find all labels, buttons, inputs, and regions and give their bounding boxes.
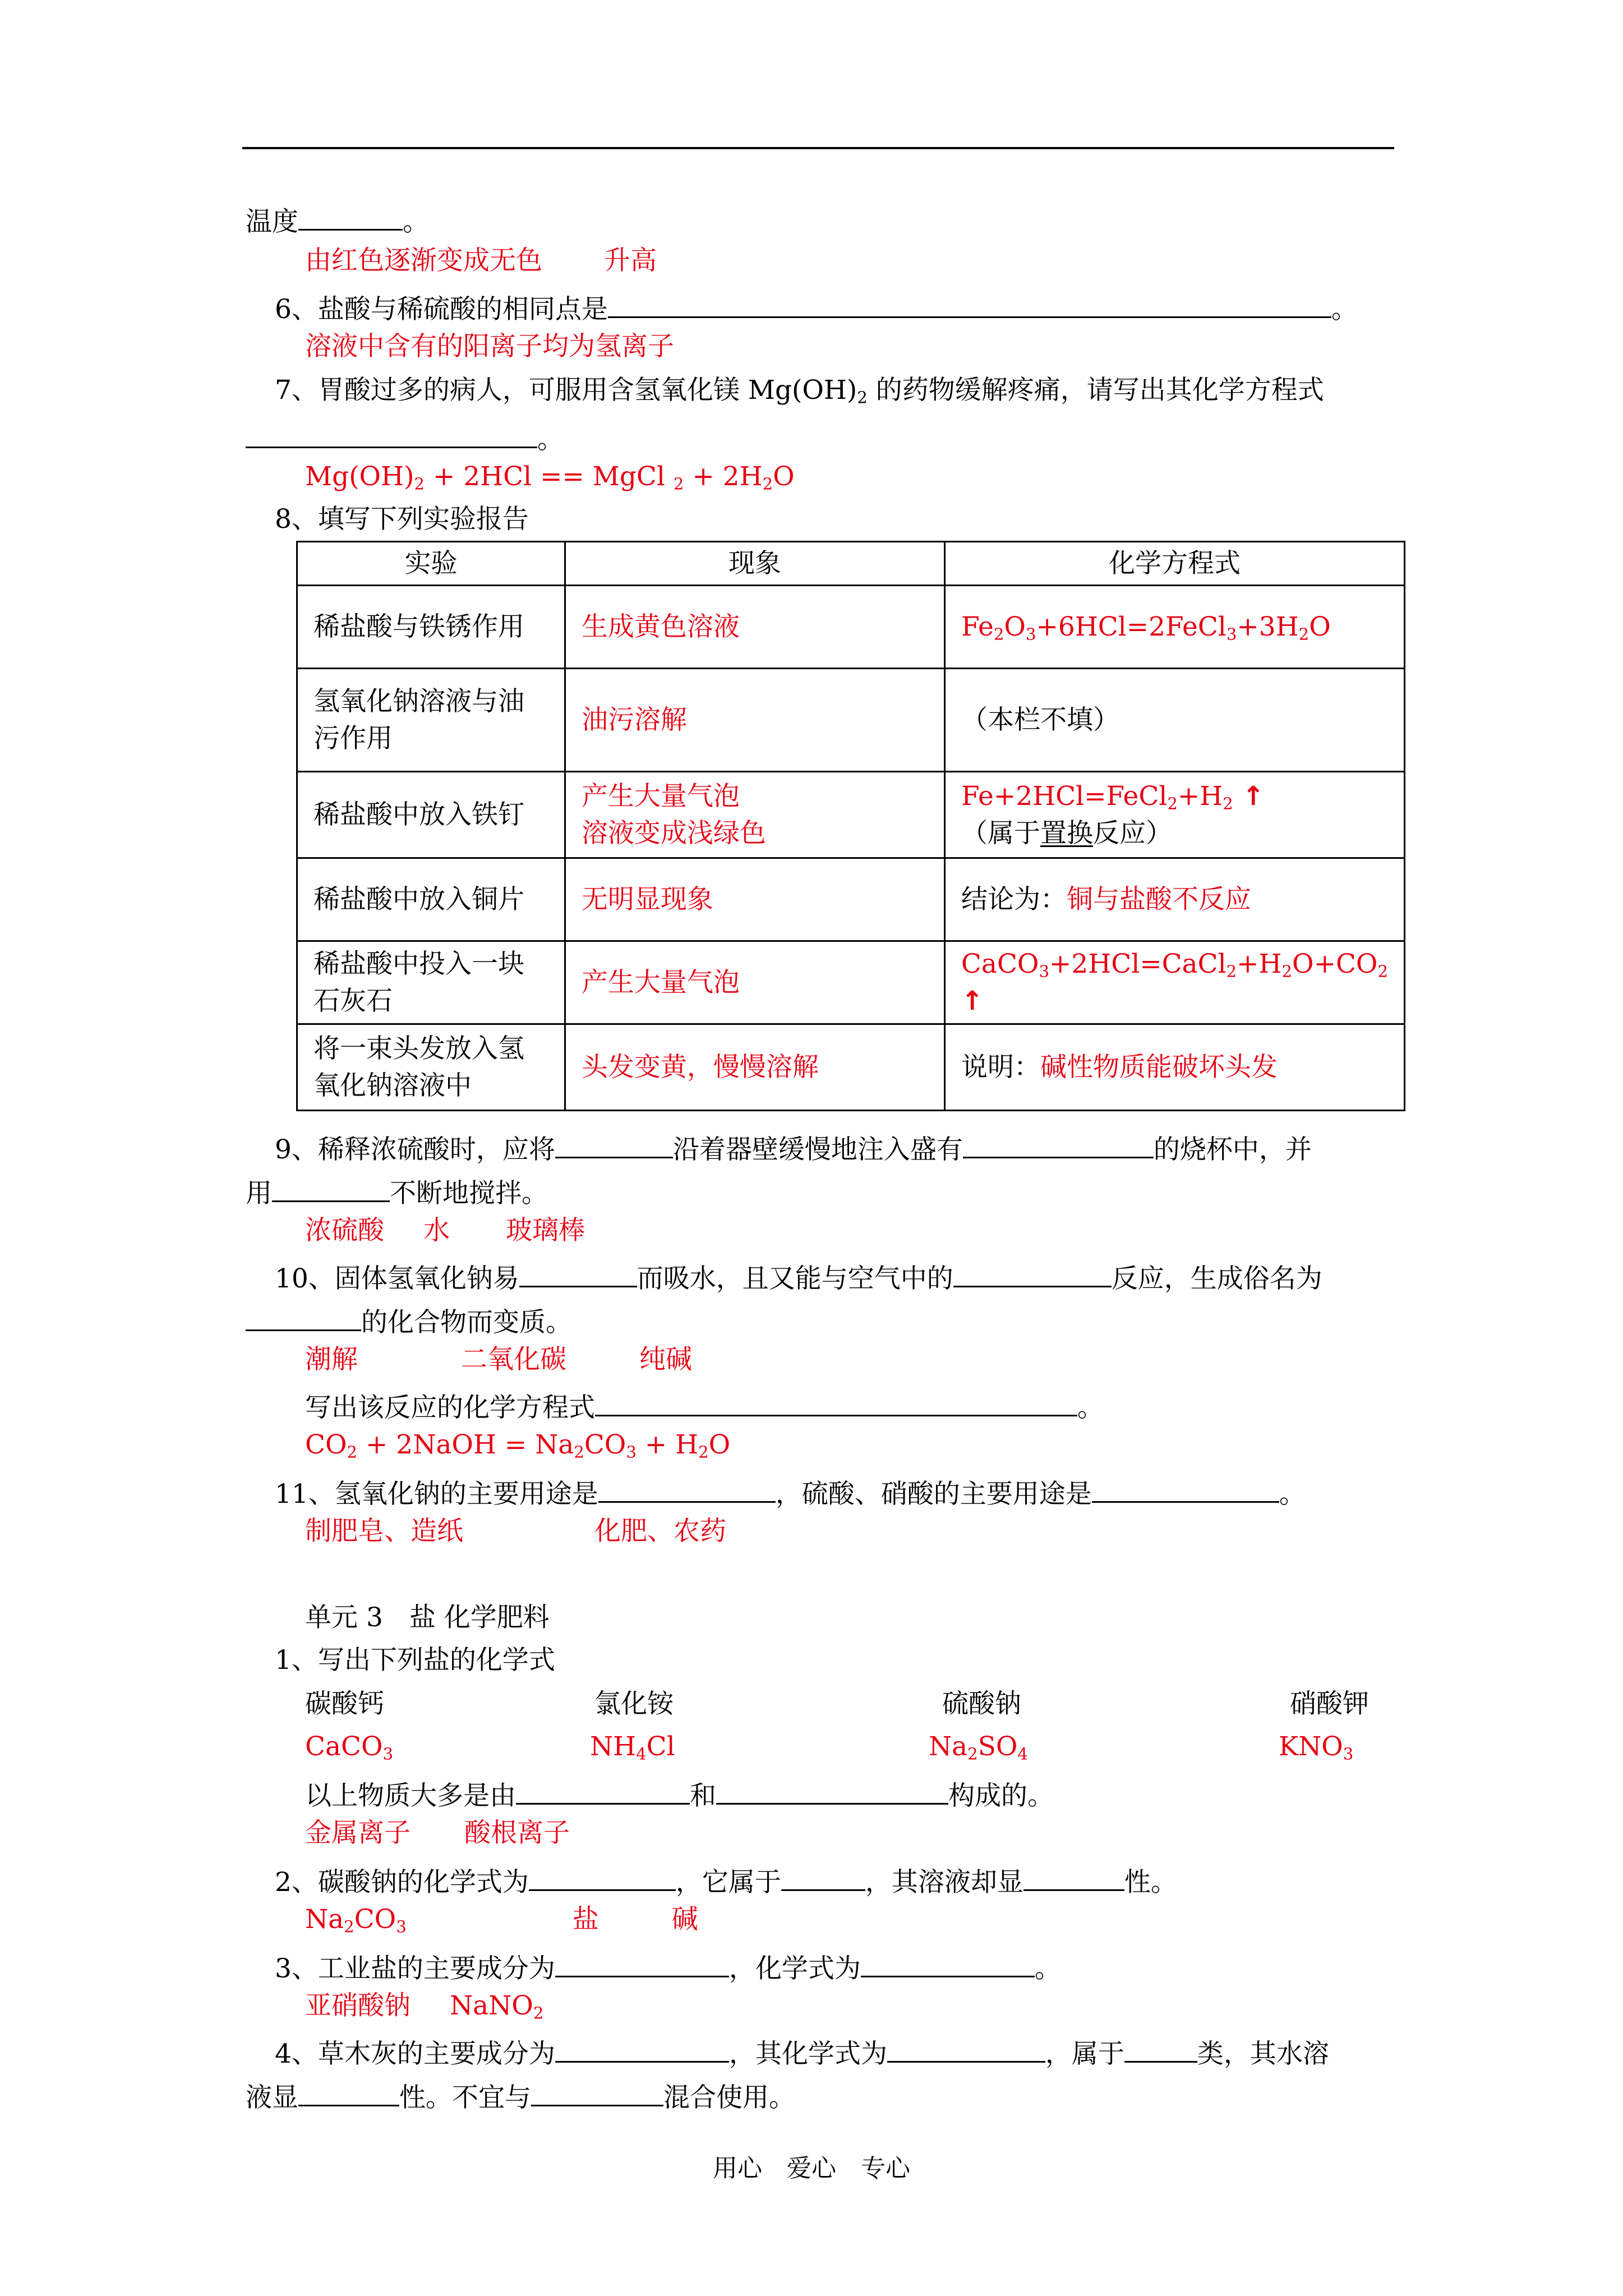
experiment-cell: 稀盐酸中放入铜片 <box>297 858 565 941</box>
q9-line2: 用 不断地搅拌。 <box>246 1175 548 1207</box>
blank[interactable] <box>298 2079 399 2106</box>
header-cell: 化学方程式 <box>944 542 1404 586</box>
q8-label: 8、填写下列实验报告 <box>275 504 529 535</box>
table-row <box>297 772 1405 858</box>
blank[interactable] <box>272 1175 390 1202</box>
salt-name: 硫酸钠 <box>942 1688 1021 1719</box>
equation-cell: （本栏不填） <box>944 669 1404 772</box>
table-row <box>297 1024 1405 1111</box>
blank[interactable] <box>555 2035 729 2063</box>
blank[interactable] <box>781 1864 865 1891</box>
u3-line: 3、工业盐的主要成分为 ，化学式为 。 <box>275 1950 1061 1982</box>
salt-formula: $NH_4Cl$ <box>590 1731 675 1764</box>
table-header-row <box>297 542 1405 586</box>
unit3-title: 单元 3 盐 化学肥料 <box>305 1602 550 1633</box>
q9-answer: 浓硫酸 水 玻璃棒 <box>305 1215 585 1246</box>
u4-line2: 液显 性。不宜与 混合使用。 <box>246 2079 795 2111</box>
equation-cell: $Fe+2HCl=FeCl_2+H_2$ ↑ （属于置换反应） <box>944 772 1404 858</box>
blank[interactable] <box>555 1950 729 1977</box>
equation-cell: $Fe_2O_3+6HCl=2FeCl_3+3H_2O$ <box>944 586 1404 669</box>
experiment-report-table <box>296 541 1405 1111</box>
blank[interactable] <box>246 1304 361 1331</box>
equation-cell: 说明：碱性物质能破坏头发 <box>944 1024 1404 1111</box>
blank[interactable] <box>595 1389 1077 1416</box>
q7-answer: $Mg(OH)_2 + 2HCl$ == MgCl $_2 + 2H_2O$ <box>305 461 795 494</box>
q7-line: 7、胃酸过多的病人，可服用含氢氧化镁 $Mg(OH)_2$ 的药物缓解疼痛，请写出其化学方程式 <box>275 375 1324 407</box>
q6-answer: 溶液中含有的阳离子均为氢离子 <box>305 331 674 362</box>
phenomenon-cell: 产生大量气泡 <box>565 941 944 1024</box>
salt-name: 碳酸钙 <box>305 1688 384 1719</box>
u2-line: 2、碳酸钠的化学式为 ，它属于 ，其溶液却显 性。 <box>275 1864 1177 1895</box>
u3-answer: 亚硝酸钠 NaNO$_2$ <box>305 1990 544 2023</box>
u2-answer: $Na_2CO_3$ 盐 碱 <box>305 1904 698 1936</box>
experiment-cell: 稀盐酸与铁锈作用 <box>297 586 565 669</box>
blank[interactable] <box>529 1864 676 1891</box>
blank[interactable] <box>531 2079 663 2106</box>
blank[interactable] <box>555 1131 673 1158</box>
u1-constituents: 以上物质大多是由 和 构成的。 <box>305 1777 1054 1809</box>
salt-formula: $Na_2SO_4$ <box>929 1731 1028 1764</box>
salt-name: 氯化铵 <box>594 1688 674 1719</box>
header-rule <box>242 147 1394 149</box>
q11-line: 11、氢氧化钠的主要用途是 ，硫酸、硝酸的主要用途是 。 <box>275 1475 1306 1507</box>
q5-line: 温度 。 <box>246 203 429 235</box>
equation-cell: 结论为：铜与盐酸不反应 <box>944 858 1404 941</box>
blank[interactable] <box>953 1260 1112 1287</box>
phenomenon-cell: 生成黄色溶液 <box>565 586 944 669</box>
table-row <box>297 858 1405 941</box>
blank[interactable] <box>519 1260 637 1287</box>
header-cell: 实验 <box>297 542 565 586</box>
q11-answer: 制肥皂、造纸 化肥、农药 <box>305 1516 726 1547</box>
blank[interactable] <box>598 1475 776 1503</box>
q7-line2: 。 <box>246 421 564 453</box>
salt-name: 硝酸钾 <box>1290 1688 1369 1719</box>
u1-answer: 金属离子 酸根离子 <box>305 1818 570 1848</box>
u4-line: 4、草木灰的主要成分为 ，其化学式为 ，属于 类，其水溶 <box>275 2035 1329 2067</box>
table-row <box>297 586 1405 669</box>
phenomenon-cell: 产生大量气泡 溶液变成浅绿色 <box>565 772 944 858</box>
blank[interactable] <box>608 291 1331 318</box>
q9-line: 9、稀释浓硫酸时，应将 沿着器壁缓慢地注入盛有 的烧杯中，并 <box>275 1131 1312 1163</box>
blank[interactable] <box>516 1777 690 1805</box>
blank[interactable] <box>963 1131 1154 1158</box>
blank[interactable] <box>1124 2035 1197 2063</box>
header-cell: 现象 <box>565 542 944 586</box>
table-row <box>297 941 1405 1024</box>
blank[interactable] <box>246 421 537 448</box>
q5-answer: 由红色逐渐变成无色 升高 <box>305 245 657 276</box>
equation-cell: $CaCO_3+2HCl=CaCl_2+H_2O+CO_2$ ↑ <box>944 941 1404 1024</box>
blank[interactable] <box>1023 1864 1124 1891</box>
salt-formula: $KNO_3$ <box>1279 1731 1354 1764</box>
blank[interactable] <box>298 203 403 231</box>
phenomenon-cell: 无明显现象 <box>565 858 944 941</box>
blank[interactable] <box>716 1777 948 1805</box>
salt-formula: CaCO$_3$ <box>305 1731 394 1764</box>
blank[interactable] <box>887 2035 1045 2063</box>
u1-label: 1、写出下列盐的化学式 <box>275 1645 555 1676</box>
q10-eq-answer: $CO_2$ + 2NaOH = $Na_2CO_3 + H_2O$ <box>305 1429 731 1462</box>
q10-line: 10、固体氢氧化钠易 而吸水，且又能与空气中的 反应，生成俗名为 <box>275 1260 1322 1292</box>
q10-line2: 的化合物而变质。 <box>246 1304 572 1336</box>
blank[interactable] <box>1092 1475 1279 1503</box>
page-footer: 用心 爱心 专心 <box>713 2154 910 2183</box>
phenomenon-cell: 头发变黄，慢慢溶解 <box>565 1024 944 1111</box>
experiment-cell: 稀盐酸中放入铁钉 <box>297 772 565 858</box>
q10-answer: 潮解 二氧化碳 纯碱 <box>305 1344 692 1375</box>
phenomenon-cell: 油污溶解 <box>565 669 944 772</box>
table-row <box>297 669 1405 772</box>
q6-line: 6、盐酸与稀硫酸的相同点是 。 <box>275 291 1358 323</box>
experiment-cell: 氢氧化钠溶液与油污作用 <box>297 669 565 772</box>
experiment-cell: 将一束头发放入氢氧化钠溶液中 <box>297 1024 565 1111</box>
experiment-cell: 稀盐酸中投入一块石灰石 <box>297 941 565 1024</box>
blank[interactable] <box>861 1950 1035 1977</box>
q10-eq-prompt: 写出该反应的化学方程式 。 <box>305 1389 1104 1421</box>
